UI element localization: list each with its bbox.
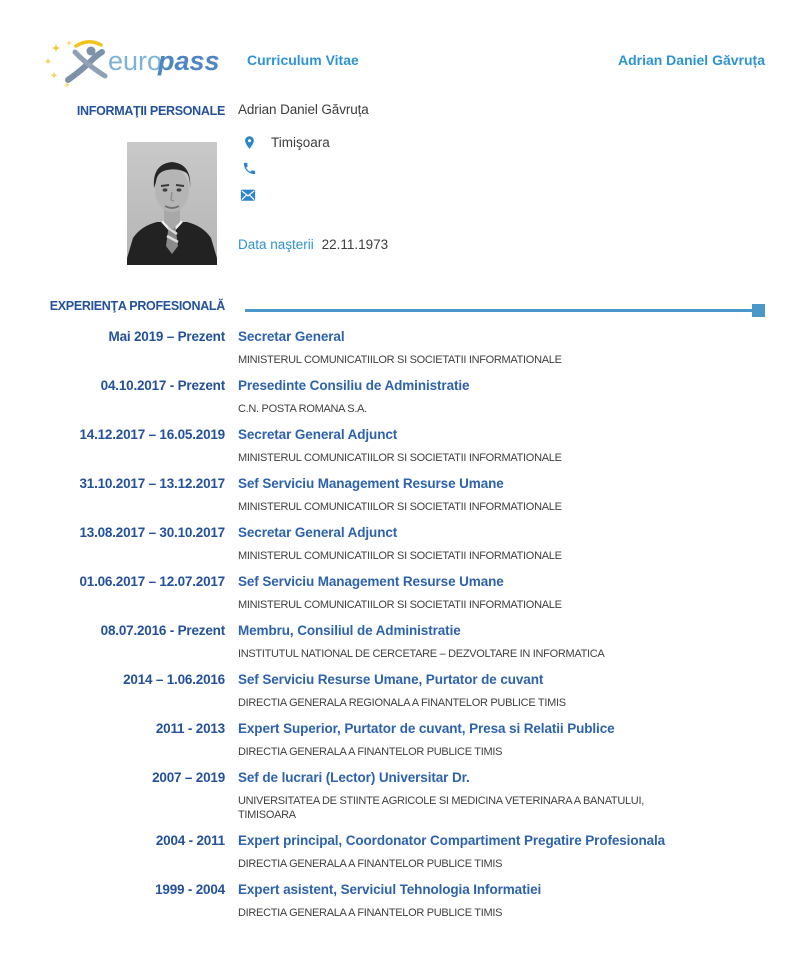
experience-entry-content [238,524,800,563]
europass-logo-graphic [42,36,227,90]
experience-entry-title: Sef Serviciu Management Resurse Umane [238,476,504,491]
location-pin-icon [242,133,257,152]
experience-entry [0,573,800,612]
email-envelope-icon [240,189,256,202]
city-value: Timişoara [271,135,330,150]
experience-entry-organization: DIRECTIA GENERALA A FINANTELOR PUBLICE TIMIS [238,746,503,758]
logo-text-pass: pass [158,46,220,76]
phone-icon [242,161,257,176]
logo-figure [68,47,105,81]
experience-entry-content [238,475,800,514]
contact-row-email [240,189,256,202]
profile-photo [127,142,217,265]
experience-entry-content [238,622,800,661]
experience-entry-organization: C.N. POSTA ROMANA S.A. [238,403,367,415]
section-divider-rule [245,309,752,312]
experience-entry-content [238,377,800,416]
experience-entry-organization: MINISTERUL COMUNICATIILOR SI SOCIETATII INFORMATIONALE [238,452,562,464]
experience-entry-organization: UNIVERSITATEA DE STIINTE AGRICOLE SI MEDICINA VETERINARA A BANATULUI, TIMISOARA [238,795,644,821]
owner-name-header: Adrian Daniel Găvruța [617,52,765,68]
contact-row-location [242,133,330,152]
experience-entry-content [238,426,800,465]
experience-entry-title: Sef de lucrari (Lector) Universitar Dr. [238,770,470,785]
experience-entry-content [238,881,800,920]
experience-entry [0,671,800,710]
birth-date-value: 22.11.1973 [321,237,389,252]
experience-entry-title: Expert principal, Coordonator Compartiment Pregatire Profesionala [238,833,666,848]
experience-entry-content [238,671,800,710]
experience-entry-date: 2004 - 2011 [155,833,225,848]
experience-entry-organization: MINISTERUL COMUNICATIILOR SI SOCIETATII INFORMATIONALE [238,550,562,562]
europass-logo [42,36,227,95]
section-label-experience: EXPERIENŢA PROFESIONALĂ [49,299,225,313]
experience-entry-content [238,832,800,871]
experience-entry-organization: DIRECTIA GENERALA A FINANTELOR PUBLICE TIMIS [238,858,503,870]
experience-entry-date: 04.10.2017 - Prezent [100,378,225,393]
birth-date-line [238,237,388,252]
experience-entries-list [0,328,800,930]
experience-entry-organization: DIRECTIA GENERALA A FINANTELOR PUBLICE TIMIS [238,907,503,919]
experience-entry-organization: MINISTERUL COMUNICATIILOR SI SOCIETATII INFORMATIONALE [238,354,562,366]
document-type-title: Curriculum Vitae [247,52,359,68]
experience-entry [0,524,800,563]
experience-entry [0,475,800,514]
experience-entry-date: 08.07.2016 - Prezent [100,623,225,638]
experience-entry-date: 13.08.2017 – 30.10.2017 [79,525,225,540]
logo-text-euro: euro [108,46,163,76]
experience-entry-date: 14.12.2017 – 16.05.2019 [79,427,225,442]
experience-entry-date: 2011 - 2013 [155,721,225,736]
experience-entry-title: Membru, Consiliul de Administratie [238,623,461,638]
section-divider-square [752,304,765,317]
birth-date-label: Data naşterii [238,237,314,252]
experience-entry-date: 2014 – 1.06.2016 [123,672,225,687]
person-name: Adrian Daniel Găvruța [238,102,369,117]
experience-entry-organization: MINISTERUL COMUNICATIILOR SI SOCIETATII INFORMATIONALE [238,599,562,611]
experience-entry-date: 2007 – 2019 [152,770,225,785]
experience-entry [0,881,800,920]
experience-entry-content [238,328,800,367]
experience-entry [0,769,800,822]
experience-entry [0,328,800,367]
experience-entry-organization: DIRECTIA GENERALA REGIONALA A FINANTELOR PUBLICE TIMIS [238,697,566,709]
experience-entry-title: Expert Superior, Purtator de cuvant, Presa si Relatii Publice [238,721,615,736]
experience-entry-content [238,769,800,822]
experience-entry-title: Expert asistent, Serviciul Tehnologia Informatiei [238,882,542,897]
experience-entry-organization: MINISTERUL COMUNICATIILOR SI SOCIETATII INFORMATIONALE [238,501,562,513]
experience-entry-date: Mai 2019 – Prezent [108,329,225,344]
experience-entry-title: Presedinte Consiliu de Administratie [238,378,470,393]
section-label-personal-info: INFORMAŢII PERSONALE [76,104,225,118]
experience-entry-title: Secretar General [238,329,345,344]
experience-entry [0,377,800,416]
experience-entry [0,720,800,759]
experience-entry [0,426,800,465]
experience-entry [0,622,800,661]
experience-entry-content [238,720,800,759]
experience-entry [0,832,800,871]
logo-swoosh [76,42,101,46]
experience-entry-date: 1999 - 2004 [155,882,225,897]
experience-entry-title: Sef Serviciu Resurse Umane, Purtator de cuvant [238,672,544,687]
experience-entry-title: Sef Serviciu Management Resurse Umane [238,574,504,589]
experience-entry-date: 31.10.2017 – 13.12.2017 [79,476,225,491]
experience-entry-title: Secretar General Adjunct [238,427,398,442]
experience-entry-content [238,573,800,612]
experience-entry-organization: INSTITUTUL NATIONAL DE CERCETARE – DEZVOLTARE IN INFORMATICA [238,648,605,660]
experience-entry-title: Secretar General Adjunct [238,525,398,540]
contact-row-phone [242,161,257,176]
experience-entry-date: 01.06.2017 – 12.07.2017 [79,574,225,589]
